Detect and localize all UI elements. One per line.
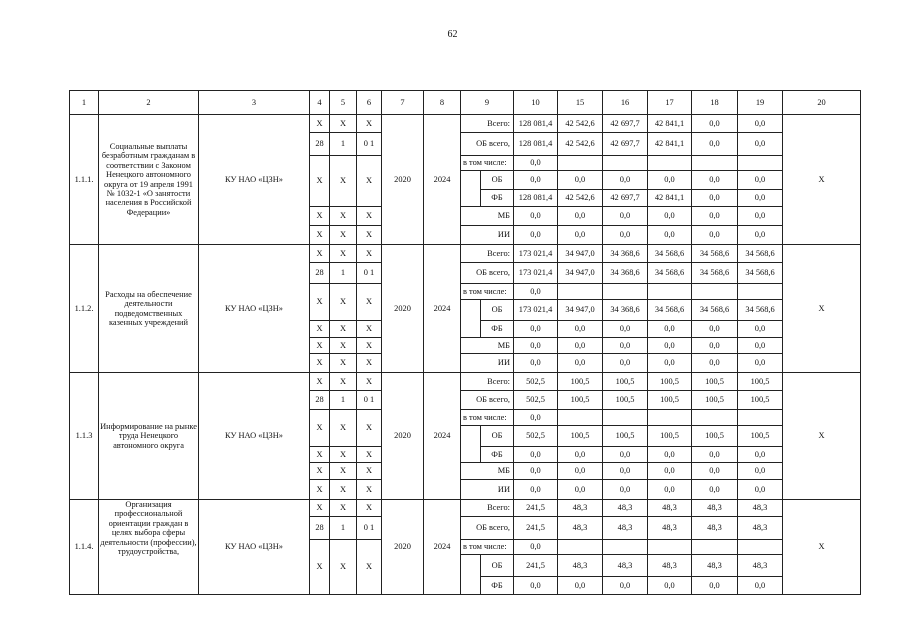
- value-cell: 42 542,6: [558, 115, 603, 133]
- value-cell: 0,0: [648, 577, 692, 595]
- year-start: 2020: [382, 115, 424, 245]
- item-number: 1.1.1.: [70, 115, 99, 245]
- value-cell: 100,5: [692, 426, 738, 447]
- item-number: 1.1.2.: [70, 245, 99, 373]
- indent-cell: [461, 171, 481, 207]
- value-cell: 0,0: [738, 447, 783, 463]
- code-cell: X: [357, 156, 382, 207]
- value-cell: 0,0: [738, 207, 783, 226]
- value-cell: 128 081,4: [514, 133, 558, 156]
- value-cell: 0,0: [603, 480, 648, 500]
- value-cell: 42 697,7: [603, 190, 648, 207]
- value-cell: 100,5: [648, 373, 692, 391]
- funding-table: [69, 90, 861, 595]
- source-label: ОБ всего,: [461, 263, 514, 284]
- value-cell: 0,0: [514, 447, 558, 463]
- code-cell: X: [330, 540, 357, 595]
- code-cell: X: [357, 338, 382, 354]
- executor: КУ НАО «ЦЗН»: [199, 500, 310, 595]
- value-cell: [648, 156, 692, 171]
- year-end: 2024: [424, 500, 461, 595]
- value-cell: 128 081,4: [514, 190, 558, 207]
- code-cell: X: [310, 156, 330, 207]
- value-cell: 0,0: [692, 338, 738, 354]
- value-cell: 0,0: [603, 577, 648, 595]
- code-cell: X: [357, 207, 382, 226]
- value-cell: 0,0: [648, 354, 692, 373]
- value-cell: 0,0: [558, 207, 603, 226]
- code-cell: X: [357, 500, 382, 517]
- value-cell: 34 568,6: [692, 263, 738, 284]
- value-cell: 34 947,0: [558, 245, 603, 263]
- table-row: [70, 500, 861, 517]
- value-cell: 100,5: [692, 373, 738, 391]
- value-cell: 0,0: [558, 447, 603, 463]
- value-cell: 0,0: [514, 156, 558, 171]
- value-cell: 0,0: [514, 321, 558, 338]
- code-cell: 1: [330, 263, 357, 284]
- value-cell: 0,0: [692, 447, 738, 463]
- value-cell: 0,0: [558, 321, 603, 338]
- column-header: 20: [783, 91, 861, 115]
- value-cell: 48,3: [738, 555, 783, 577]
- value-cell: 0,0: [603, 226, 648, 245]
- value-cell: 100,5: [738, 426, 783, 447]
- value-cell: 0,0: [603, 207, 648, 226]
- value-cell: [558, 284, 603, 300]
- value-cell: 0,0: [558, 577, 603, 595]
- value-cell: 0,0: [558, 463, 603, 480]
- table-row: [70, 373, 861, 391]
- source-label: в том числе:: [461, 156, 514, 171]
- value-cell: 0,0: [648, 463, 692, 480]
- value-cell: [738, 156, 783, 171]
- year-start: 2020: [382, 373, 424, 500]
- value-cell: 128 081,4: [514, 115, 558, 133]
- value-cell: 0,0: [603, 321, 648, 338]
- value-cell: 0,0: [558, 171, 603, 190]
- column-header: 16: [603, 91, 648, 115]
- value-cell: 48,3: [692, 500, 738, 517]
- value-cell: 0,0: [648, 226, 692, 245]
- executor: КУ НАО «ЦЗН»: [199, 115, 310, 245]
- table-row: [70, 245, 861, 263]
- value-cell: [692, 540, 738, 555]
- value-cell: 100,5: [603, 391, 648, 410]
- executor: КУ НАО «ЦЗН»: [199, 245, 310, 373]
- value-cell: 34 568,6: [692, 300, 738, 321]
- code-cell: X: [310, 354, 330, 373]
- code-cell: X: [330, 156, 357, 207]
- value-cell: 0,0: [514, 226, 558, 245]
- code-cell: X: [330, 284, 357, 321]
- value-cell: 34 368,6: [603, 300, 648, 321]
- value-cell: 0,0: [648, 321, 692, 338]
- source-label: ФБ: [481, 190, 514, 207]
- value-cell: 100,5: [603, 426, 648, 447]
- source-label: ИИ: [461, 226, 514, 245]
- value-cell: 48,3: [648, 555, 692, 577]
- column-header: 7: [382, 91, 424, 115]
- value-cell: 0,0: [692, 463, 738, 480]
- source-label: ОБ всего,: [461, 133, 514, 156]
- code-cell: 0 1: [357, 133, 382, 156]
- value-cell: 173 021,4: [514, 263, 558, 284]
- code-cell: X: [310, 245, 330, 263]
- value-cell: 0,0: [514, 284, 558, 300]
- year-end: 2024: [424, 115, 461, 245]
- source-label: ОБ: [481, 171, 514, 190]
- value-cell: 0,0: [692, 190, 738, 207]
- value-cell: 0,0: [603, 354, 648, 373]
- code-cell: X: [330, 373, 357, 391]
- source-label: МБ: [461, 338, 514, 354]
- page-number: 62: [447, 29, 458, 40]
- value-cell: [692, 156, 738, 171]
- value-cell: 241,5: [514, 500, 558, 517]
- code-cell: X: [330, 500, 357, 517]
- value-cell: 34 568,6: [648, 245, 692, 263]
- value-cell: 34 568,6: [648, 263, 692, 284]
- code-cell: X: [357, 540, 382, 595]
- value-cell: 100,5: [648, 426, 692, 447]
- value-cell: 0,0: [514, 207, 558, 226]
- column-header: 3: [199, 91, 310, 115]
- column-header: 18: [692, 91, 738, 115]
- value-cell: [692, 410, 738, 426]
- source-label: ФБ: [481, 321, 514, 338]
- value-cell: 502,5: [514, 391, 558, 410]
- value-cell: 0,0: [603, 447, 648, 463]
- value-cell: 48,3: [648, 500, 692, 517]
- source-label: МБ: [461, 207, 514, 226]
- value-cell: 42 841,1: [648, 115, 692, 133]
- code-cell: X: [357, 321, 382, 338]
- value-cell: 48,3: [603, 555, 648, 577]
- value-cell: 0,0: [738, 171, 783, 190]
- value-cell: 0,0: [692, 354, 738, 373]
- source-label: Всего:: [461, 373, 514, 391]
- value-cell: [738, 540, 783, 555]
- value-cell: 34 368,6: [603, 263, 648, 284]
- value-cell: 0,0: [692, 321, 738, 338]
- value-cell: 0,0: [738, 115, 783, 133]
- value-cell: 173 021,4: [514, 300, 558, 321]
- code-cell: X: [310, 410, 330, 447]
- value-cell: 0,0: [738, 463, 783, 480]
- value-cell: [558, 540, 603, 555]
- value-cell: 0,0: [648, 480, 692, 500]
- value-cell: 0,0: [558, 338, 603, 354]
- column-header: 17: [648, 91, 692, 115]
- value-cell: [648, 540, 692, 555]
- year-start: 2020: [382, 500, 424, 595]
- value-cell: 0,0: [558, 226, 603, 245]
- code-cell: X: [330, 410, 357, 447]
- code-cell: X: [357, 245, 382, 263]
- code-cell: X: [310, 500, 330, 517]
- item-name: Организация профессиональной ориентации граждан в целях выбора сферы деятельности (профессии), трудоустройства,: [99, 500, 199, 595]
- value-cell: 0,0: [692, 133, 738, 156]
- value-cell: [603, 410, 648, 426]
- value-cell: 42 697,7: [603, 115, 648, 133]
- value-cell: [558, 156, 603, 171]
- value-cell: [738, 410, 783, 426]
- value-cell: 100,5: [738, 391, 783, 410]
- source-label: Всего:: [461, 115, 514, 133]
- value-cell: 0,0: [558, 354, 603, 373]
- value-cell: 34 568,6: [648, 300, 692, 321]
- code-cell: 1: [330, 391, 357, 410]
- source-label: ФБ: [481, 577, 514, 595]
- code-cell: X: [330, 245, 357, 263]
- value-cell: 34 568,6: [738, 263, 783, 284]
- code-cell: X: [357, 447, 382, 463]
- value-cell: 42 542,6: [558, 133, 603, 156]
- column-20-value: X: [783, 500, 861, 595]
- value-cell: [738, 284, 783, 300]
- value-cell: 0,0: [514, 171, 558, 190]
- value-cell: 34 568,6: [692, 245, 738, 263]
- code-cell: X: [310, 463, 330, 480]
- code-cell: X: [310, 284, 330, 321]
- value-cell: 42 841,1: [648, 190, 692, 207]
- value-cell: 0,0: [603, 463, 648, 480]
- executor: КУ НАО «ЦЗН»: [199, 373, 310, 500]
- value-cell: 34 568,6: [738, 300, 783, 321]
- value-cell: [648, 410, 692, 426]
- value-cell: 0,0: [648, 171, 692, 190]
- code-cell: X: [357, 480, 382, 500]
- value-cell: 0,0: [738, 226, 783, 245]
- value-cell: 48,3: [603, 500, 648, 517]
- value-cell: 0,0: [738, 338, 783, 354]
- value-cell: 34 568,6: [738, 245, 783, 263]
- code-cell: 28: [310, 517, 330, 540]
- value-cell: 48,3: [558, 500, 603, 517]
- value-cell: 0,0: [648, 447, 692, 463]
- value-cell: 48,3: [692, 517, 738, 540]
- code-cell: X: [310, 115, 330, 133]
- code-cell: X: [330, 338, 357, 354]
- value-cell: 48,3: [738, 500, 783, 517]
- code-cell: X: [357, 115, 382, 133]
- value-cell: 0,0: [692, 577, 738, 595]
- value-cell: 0,0: [692, 207, 738, 226]
- value-cell: 34 368,6: [603, 245, 648, 263]
- value-cell: 0,0: [692, 171, 738, 190]
- value-cell: 48,3: [738, 517, 783, 540]
- value-cell: 0,0: [514, 410, 558, 426]
- value-cell: 0,0: [514, 354, 558, 373]
- column-header: 6: [357, 91, 382, 115]
- code-cell: X: [310, 338, 330, 354]
- source-label: ФБ: [481, 447, 514, 463]
- code-cell: 0 1: [357, 263, 382, 284]
- code-cell: 1: [330, 133, 357, 156]
- value-cell: 48,3: [648, 517, 692, 540]
- value-cell: 0,0: [738, 133, 783, 156]
- code-cell: X: [357, 354, 382, 373]
- value-cell: [603, 540, 648, 555]
- column-20-value: X: [783, 373, 861, 500]
- value-cell: 100,5: [648, 391, 692, 410]
- source-label: МБ: [461, 463, 514, 480]
- code-cell: X: [330, 463, 357, 480]
- value-cell: [603, 284, 648, 300]
- value-cell: 0,0: [603, 338, 648, 354]
- code-cell: X: [310, 373, 330, 391]
- value-cell: [603, 156, 648, 171]
- value-cell: 48,3: [558, 555, 603, 577]
- value-cell: 0,0: [692, 480, 738, 500]
- value-cell: 0,0: [648, 207, 692, 226]
- code-cell: 28: [310, 263, 330, 284]
- value-cell: 0,0: [514, 463, 558, 480]
- code-cell: X: [330, 447, 357, 463]
- header-row: [70, 91, 861, 115]
- indent-cell: [461, 426, 481, 463]
- value-cell: 34 947,0: [558, 300, 603, 321]
- source-label: ОБ всего,: [461, 517, 514, 540]
- value-cell: 0,0: [514, 540, 558, 555]
- source-label: в том числе:: [461, 284, 514, 300]
- code-cell: X: [330, 480, 357, 500]
- value-cell: 42 697,7: [603, 133, 648, 156]
- column-header: 15: [558, 91, 603, 115]
- source-label: ИИ: [461, 480, 514, 500]
- value-cell: 0,0: [692, 115, 738, 133]
- value-cell: 0,0: [738, 354, 783, 373]
- code-cell: X: [310, 321, 330, 338]
- value-cell: 0,0: [558, 480, 603, 500]
- value-cell: 100,5: [558, 373, 603, 391]
- value-cell: 241,5: [514, 517, 558, 540]
- code-cell: X: [330, 207, 357, 226]
- source-label: ИИ: [461, 354, 514, 373]
- indent-cell: [461, 300, 481, 338]
- code-cell: X: [330, 115, 357, 133]
- column-header: 5: [330, 91, 357, 115]
- value-cell: 48,3: [692, 555, 738, 577]
- value-cell: 100,5: [692, 391, 738, 410]
- code-cell: 28: [310, 133, 330, 156]
- code-cell: X: [310, 226, 330, 245]
- value-cell: 0,0: [514, 480, 558, 500]
- column-header: 1: [70, 91, 99, 115]
- code-cell: X: [357, 463, 382, 480]
- item-name: Информирование на рынке труда Ненецкого автономного округа: [99, 373, 199, 500]
- value-cell: 241,5: [514, 555, 558, 577]
- value-cell: 100,5: [738, 373, 783, 391]
- value-cell: 34 947,0: [558, 263, 603, 284]
- item-number: 1.1.4.: [70, 500, 99, 595]
- code-cell: X: [330, 354, 357, 373]
- value-cell: 0,0: [648, 338, 692, 354]
- item-number: 1.1.3: [70, 373, 99, 500]
- code-cell: 1: [330, 517, 357, 540]
- code-cell: 0 1: [357, 517, 382, 540]
- column-header: 2: [99, 91, 199, 115]
- year-end: 2024: [424, 245, 461, 373]
- code-cell: X: [357, 373, 382, 391]
- source-label: в том числе:: [461, 540, 514, 555]
- code-cell: X: [310, 207, 330, 226]
- column-header: 8: [424, 91, 461, 115]
- value-cell: 48,3: [558, 517, 603, 540]
- column-20-value: X: [783, 245, 861, 373]
- item-name: Социальные выплаты безработным гражданам в соответствии с Законом Ненецкого автономного округа от 19 апреля 1991 № 1032-1 «О занятости населения в Российской Федерации»: [99, 115, 199, 245]
- value-cell: [692, 284, 738, 300]
- code-cell: X: [310, 447, 330, 463]
- value-cell: 0,0: [514, 577, 558, 595]
- column-header: 9: [461, 91, 514, 115]
- value-cell: 0,0: [738, 321, 783, 338]
- value-cell: 0,0: [738, 480, 783, 500]
- value-cell: 100,5: [558, 426, 603, 447]
- code-cell: X: [357, 410, 382, 447]
- value-cell: 0,0: [738, 190, 783, 207]
- value-cell: 0,0: [603, 171, 648, 190]
- source-label: ОБ: [481, 300, 514, 321]
- value-cell: 100,5: [603, 373, 648, 391]
- code-cell: X: [357, 226, 382, 245]
- source-label: в том числе:: [461, 410, 514, 426]
- value-cell: [648, 284, 692, 300]
- code-cell: X: [357, 284, 382, 321]
- year-start: 2020: [382, 245, 424, 373]
- code-cell: X: [310, 540, 330, 595]
- column-20-value: X: [783, 115, 861, 245]
- value-cell: 502,5: [514, 426, 558, 447]
- source-label: Всего:: [461, 245, 514, 263]
- code-cell: X: [330, 226, 357, 245]
- column-header: 10: [514, 91, 558, 115]
- year-end: 2024: [424, 373, 461, 500]
- value-cell: 42 841,1: [648, 133, 692, 156]
- value-cell: 0,0: [738, 577, 783, 595]
- code-cell: 28: [310, 391, 330, 410]
- column-header: 19: [738, 91, 783, 115]
- value-cell: 0,0: [692, 226, 738, 245]
- value-cell: 0,0: [514, 338, 558, 354]
- value-cell: [558, 410, 603, 426]
- code-cell: X: [330, 321, 357, 338]
- value-cell: 48,3: [603, 517, 648, 540]
- indent-cell: [461, 555, 481, 595]
- source-label: Всего:: [461, 500, 514, 517]
- value-cell: 42 542,6: [558, 190, 603, 207]
- column-header: 4: [310, 91, 330, 115]
- value-cell: 100,5: [558, 391, 603, 410]
- value-cell: 173 021,4: [514, 245, 558, 263]
- source-label: ОБ: [481, 426, 514, 447]
- table-row: [70, 115, 861, 133]
- source-label: ОБ: [481, 555, 514, 577]
- value-cell: 502,5: [514, 373, 558, 391]
- source-label: ОБ всего,: [461, 391, 514, 410]
- code-cell: X: [310, 480, 330, 500]
- code-cell: 0 1: [357, 391, 382, 410]
- item-name: Расходы на обеспечение деятельности подведомственных казенных учреждений: [99, 245, 199, 373]
